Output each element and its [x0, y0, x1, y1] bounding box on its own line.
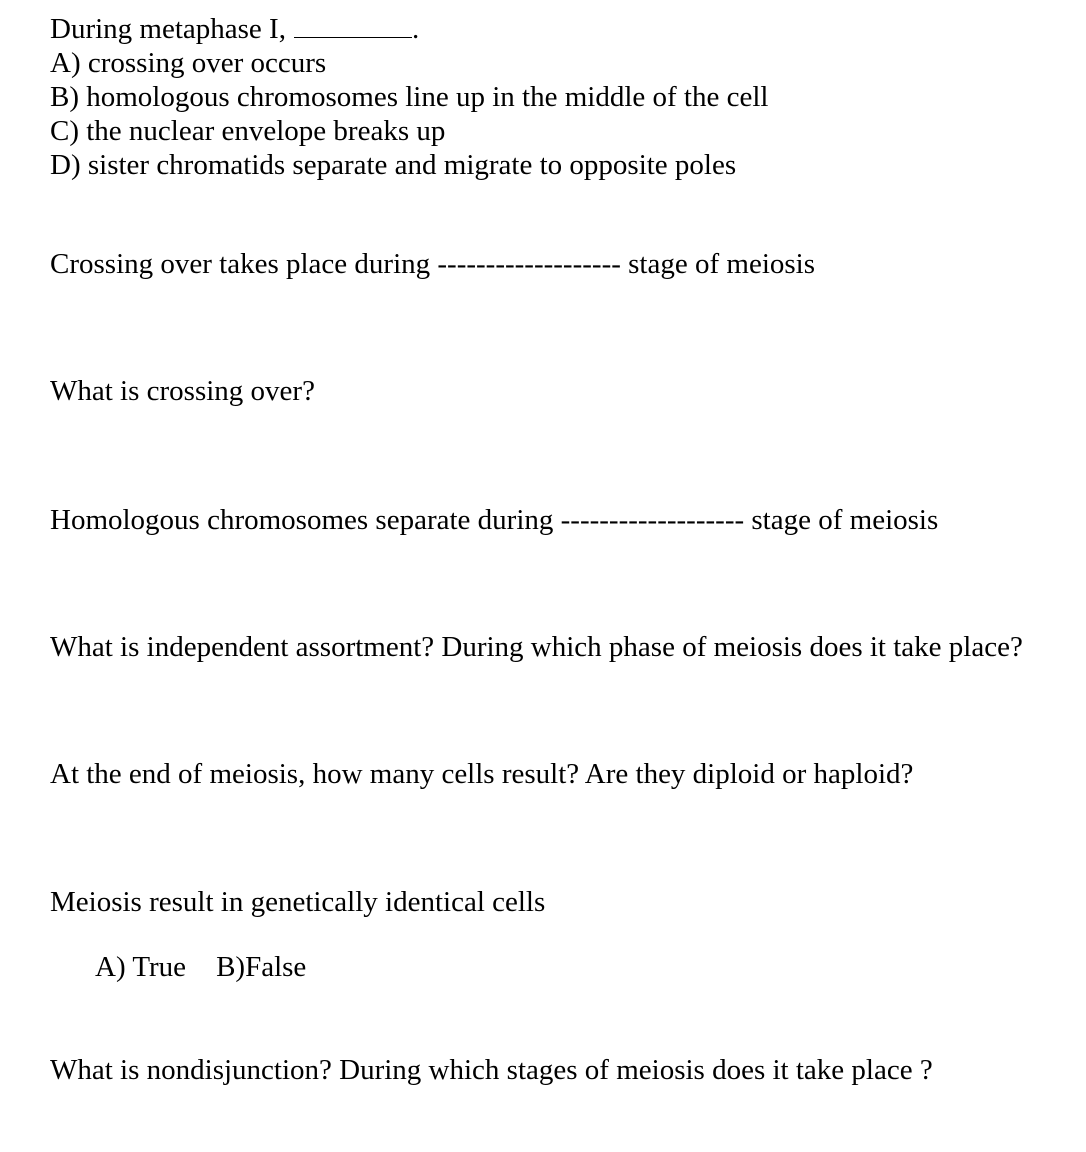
- q4-line: [50, 503, 938, 537]
- q5-line: What is independent assortment? During which phase of meiosis does it take place?: [50, 631, 1023, 663]
- q7-option-a: A) True: [95, 951, 187, 983]
- q1-option-d: D) sister chromatids separate and migrate to opposite poles: [50, 149, 737, 181]
- q1-option-a: A) crossing over occurs: [50, 47, 327, 79]
- q4-text-before: Homologous chromosomes separate during: [50, 504, 554, 536]
- q2-text-after: stage of meiosis: [628, 248, 815, 280]
- q1-stem-text: During metaphase I,: [50, 13, 286, 45]
- q1-option-b: B) homologous chromosomes line up in the middle of the cell: [50, 81, 769, 113]
- q7-options: [95, 950, 306, 984]
- q1-stem-end: .: [411, 13, 420, 45]
- q4-dashes: -------------------: [560, 504, 745, 536]
- q8-line: What is nondisjunction? During which stages of meiosis does it take place ?: [50, 1054, 933, 1086]
- q1-stem: [50, 12, 419, 46]
- q2-text-before: Crossing over takes place during: [50, 248, 431, 280]
- q3-line: What is crossing over?: [50, 375, 315, 407]
- q1-option-c: C) the nuclear envelope breaks up: [50, 115, 446, 147]
- q7-line: Meiosis result in genetically identical cells: [50, 886, 546, 918]
- q4-text-after: stage of meiosis: [751, 504, 939, 536]
- q2-dashes: -------------------: [437, 248, 621, 280]
- q7-option-b: B)False: [216, 951, 307, 983]
- q1-blank: [294, 17, 412, 38]
- q2-line: [50, 247, 815, 281]
- q6-line: At the end of meiosis, how many cells result? Are they diploid or haploid?: [50, 758, 914, 790]
